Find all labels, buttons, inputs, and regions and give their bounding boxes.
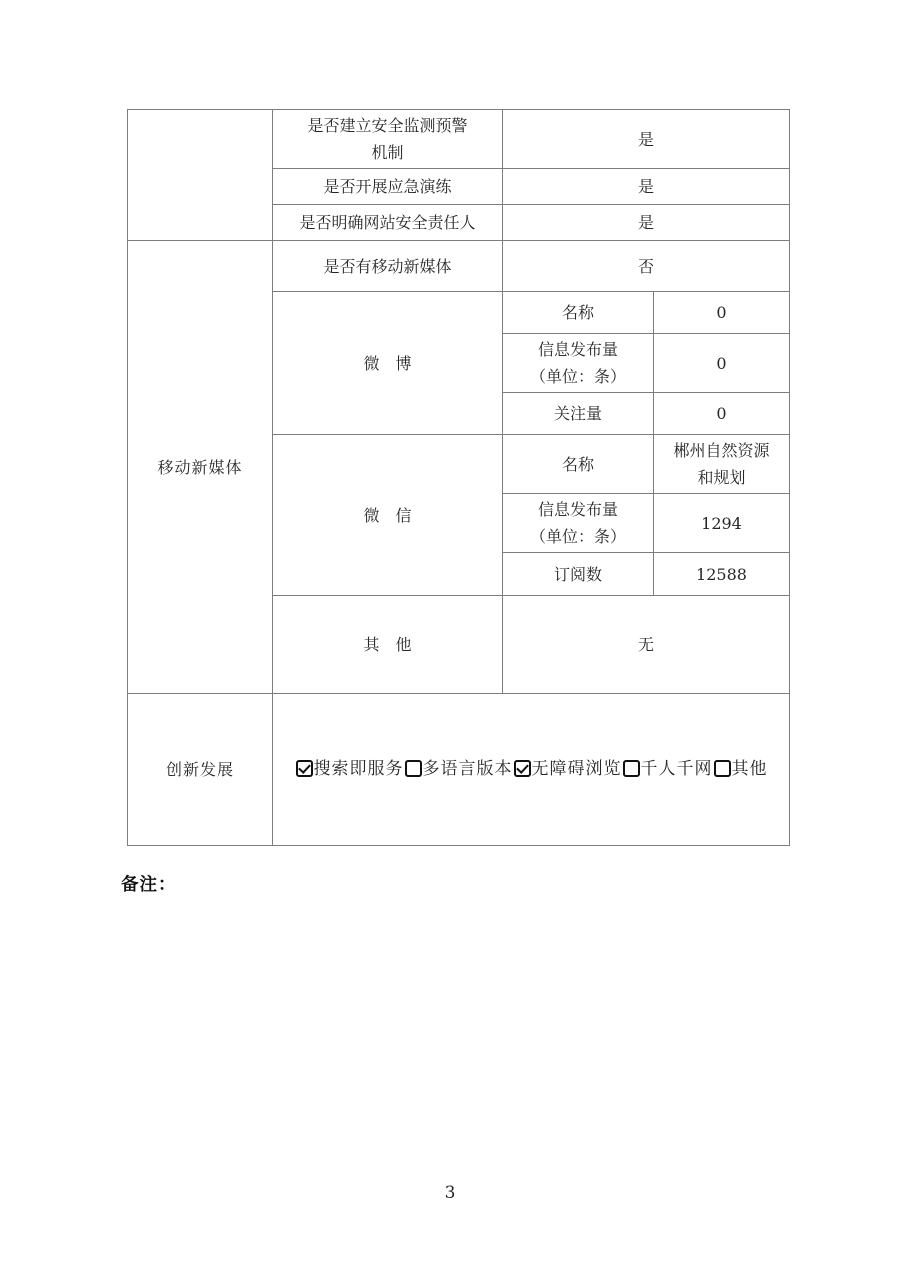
cell-weibo-name-label: 名称 [503,292,654,334]
volume-label-line2: （单位：条） [529,527,626,546]
notes-label: 备注： [121,875,177,895]
volume-label-line2: （单位：条） [529,367,626,386]
volume-label-line1: 信息发布量 [537,340,618,359]
cell-mobile-media-section-label: 移动新媒体 [128,241,273,694]
cell-emergency-drill-value: 是 [503,169,790,205]
cell-wechat-name-label: 名称 [503,435,654,494]
cell-wechat-volume-value: 1294 [654,494,790,553]
cell-weibo-label: 微 博 [273,292,503,435]
table-row-innovation [128,694,790,846]
innovation-option-label: 千人千网 [640,759,713,779]
cell-innovation-section-label: 创新发展 [128,694,273,846]
innovation-option-accessibility [513,759,622,779]
cell-wechat-volume-label [503,494,654,553]
innovation-option-multilingual [404,759,513,779]
innovation-option-label: 无障碍浏览 [531,759,622,779]
innovation-option-label: 搜索即服务 [313,759,404,779]
cell-weibo-followers-value: 0 [654,393,790,435]
innovation-option-label: 其他 [731,759,768,779]
innovation-option-search-as-service [295,759,404,779]
checkbox-accessibility-icon [514,760,531,777]
cell-other-media-value: 无 [503,596,790,694]
cell-weibo-name-value: 0 [654,292,790,334]
cell-weibo-followers-label: 关注量 [503,393,654,435]
innovation-options-line [277,756,785,783]
cell-weibo-volume-label [503,334,654,393]
cell-security-monitoring-label: 是否建立安全监测预警机制 [273,110,503,169]
checkbox-personalized-web-icon [623,760,640,777]
cell-wechat-subscribers-value: 12588 [654,553,790,596]
checkbox-multilingual-icon [405,760,422,777]
cell-security-responsible-value: 是 [503,205,790,241]
cell-wechat-name-value: 郴州自然资源和规划 [654,435,790,494]
innovation-option-other [713,759,768,779]
table-row-has-mobile-media [128,241,790,292]
table-row-security-monitoring [128,110,790,169]
cell-wechat-label: 微 信 [273,435,503,596]
annual-report-table [127,109,790,846]
checkbox-search-as-service-icon [296,760,313,777]
cell-has-mobile-value: 否 [503,241,790,292]
cell-section-empty [128,110,273,241]
cell-emergency-drill-label: 是否开展应急演练 [273,169,503,205]
innovation-option-personalized-web [622,759,713,779]
cell-innovation-options [273,694,790,846]
cell-weibo-volume-value: 0 [654,334,790,393]
cell-has-mobile-label: 是否有移动新媒体 [273,241,503,292]
cell-wechat-subscribers-label: 订阅数 [503,553,654,596]
checkbox-other-icon [714,760,731,777]
cell-other-media-label: 其 他 [273,596,503,694]
page-number: 3 [444,1183,456,1203]
cell-security-responsible-label: 是否明确网站安全责任人 [273,205,503,241]
cell-security-monitoring-value: 是 [503,110,790,169]
innovation-option-label: 多语言版本 [422,759,513,779]
volume-label-line1: 信息发布量 [537,500,618,519]
